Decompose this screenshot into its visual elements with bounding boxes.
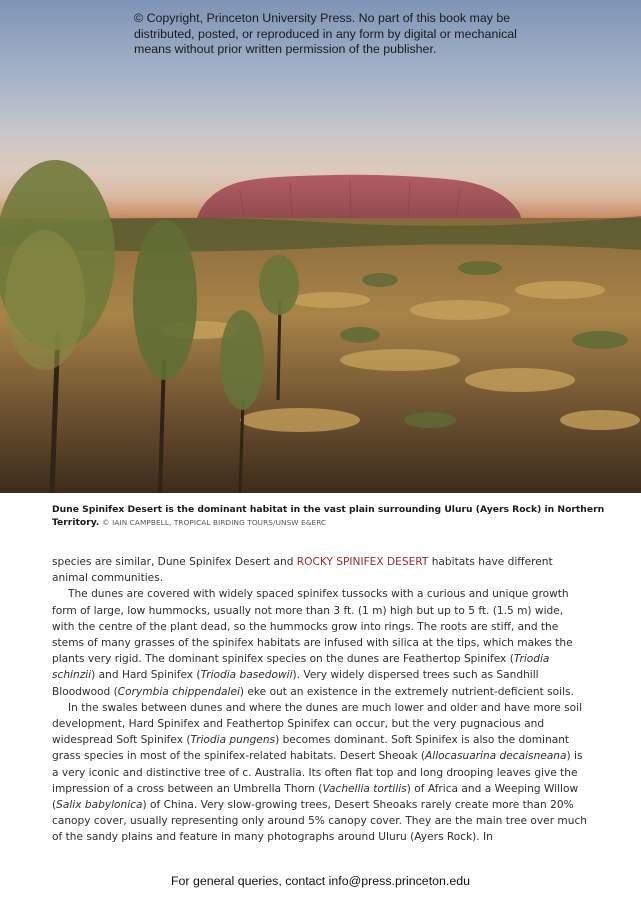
p2-text-b: ) and Hard Spinifex ( [91, 669, 201, 682]
copyright-line-2: distributed, posted, or reproduced in any form by digital or mechanical [134, 26, 517, 41]
p3-species-4: Salix babylonica [56, 799, 143, 812]
footer-contact: For general queries, contact info@press.princeton.edu [170, 874, 471, 888]
p2-text-d: ) eke out an existence in the extremely nutrient-deficient soils. [239, 685, 574, 698]
p3-text-d: ) of Africa and a Weeping Willow ( [52, 782, 579, 812]
p1-text-a: species are similar, Dune Spinifex Desert and [52, 556, 297, 568]
p3-species-3: Vachellia tortilis [322, 782, 407, 795]
photo-caption [52, 503, 612, 529]
p3-text-c: ) is a very iconic and distinctive tree of c. Australia. Its often flat top and long drooping leaves give the impression of a cross between an Umbrella Thorn ( [52, 750, 583, 795]
p2-text-c: ). Very widely dispersed trees such as Sandhill Bloodwood ( [52, 669, 539, 698]
p3-species-2: Allocasuarina decaisneana [425, 750, 567, 763]
copyright-line-1: © Copyright, Princeton University Press. No part of this book may be [134, 11, 511, 25]
rocky-spinifex-desert-link[interactable]: ROCKY SPINIFEX DESERT [296, 556, 429, 568]
p3-species-1: Triodia pungens [190, 734, 276, 747]
body-text [52, 554, 587, 846]
caption-text: Dune Spinifex Desert is the dominant habitat in the vast plain surrounding Uluru (Ayers Rock) in Northern Territory. [52, 504, 605, 528]
paragraph-2 [52, 586, 587, 699]
p2-species-1: Triodia schinzii [52, 653, 550, 682]
paragraph-1 [52, 554, 587, 586]
p2-species-2: Triodia basedowii [200, 669, 293, 682]
p3-text-b: ) becomes dominant. Soft Spinifex is also the dominant grass species in most of the spinifex-related habitats. Desert Sheoak ( [52, 734, 570, 763]
paragraph-3 [52, 700, 587, 846]
p2-species-3: Corymbia chippendalei [117, 685, 240, 698]
p2-text-a: The dunes are covered with widely spaced spinifex tussocks with a curious and unique growth form of large, low hummocks, usually not more than 3 ft. (1 m) high but up to 5 ft. (1.5 m) wide, with the centre of the plant dead, so the hummocks grow into rings. The roots are stiff, and the stems of many grasses of the spinifex habitats are infused with silica at the tips, which makes the plants very rigid. The dominant spinifex species on the dunes are Feathertop Spinifex ( [52, 588, 573, 666]
p1-text-b: habitats have different animal communities. [52, 556, 553, 585]
photo-credit: © IAIN CAMPBELL, TROPICAL BIRDING TOURS/UNSW E&ERC [102, 518, 327, 527]
copyright-line-3: means without prior written permission of the publisher. [134, 42, 437, 56]
p3-text-a: In the swales between dunes and where the dunes are much lower and older and have more soil development, Hard Spinifex and Feathertop Spinifex can occur, but the very pugnacious and widespread Soft Spinifex ( [52, 701, 583, 747]
p3-text-e: ) of China. Very slow-growing trees, Desert Sheoaks rarely create more than 20% canopy cover, usually representing only around 5% canopy cover. They are the main tree over much of the sandy plains and feature in many photographs around Uluru (Ayers Rock). In [52, 799, 587, 844]
copyright-notice [134, 11, 554, 58]
